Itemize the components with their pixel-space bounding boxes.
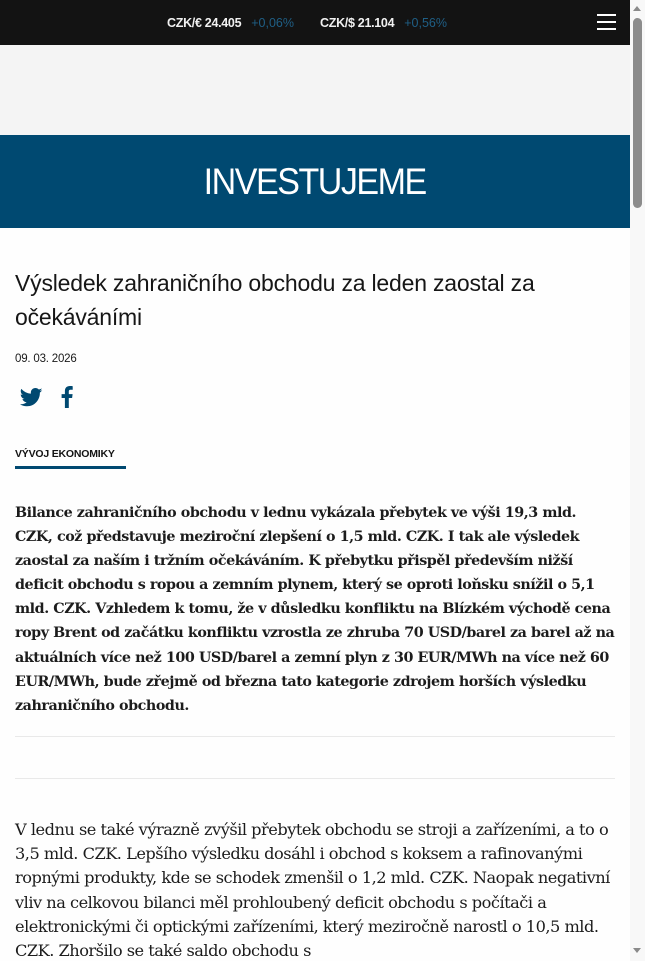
- rate-eur: [167, 16, 294, 30]
- article-body: V lednu se také výrazně zvýšil přebytek obchodu se stroji a zařízeními, a to o 3,5 mld. CZK. Lepšího výsledku dosáhl i obchod s koksem a rafinovanými ropnými produkty, kde se schodek zmenšil o 1,2 mld. CZK. Naopak negativní vliv na celkovou bilanci měl prohloubený deficit obchodu s počítači a elektronickými či optickými zařízeními, který meziročně narostl o 10,5 mld. CZK. Zhoršilo se také saldo obchodu s: [15, 820, 610, 961]
- rate-usd-change: +0,56%: [404, 15, 447, 30]
- top-bar: [0, 0, 630, 45]
- scrollbar-thumb[interactable]: [633, 18, 642, 208]
- article-date: 09. 03. 2026: [15, 353, 77, 365]
- menu-bar-line: [597, 14, 616, 16]
- rate-eur-change: +0,06%: [251, 15, 294, 30]
- article-lead: Bilance zahraničního obchodu v lednu vykázala přebytek ve výši 19,3 mld. CZK, což představuje meziroční zlepšení o 1,5 mld. CZK. I tak ale výsledek zaostal za naším i tržním očekáváním. K přebytku přispěl především nižší deficit obchodu s ropou a zemním plynem, který se oproti loňsku snížil o 5,1 mld. CZK. Vzhledem k tomu, že v důsledku konfliktu na Blízkém východě cena ropy Brent od začátku konfliktu vzrostla ze zhruba 70 USD/barel za barel až na aktuálních více než 100 USD/barel a zemní plyn z 30 EUR/MWh na více než 60 EUR/MWh, bude zřejmě od března tato kategorie zdrojem horších výsledku zahraničního obchodu.: [15, 505, 615, 714]
- rate-usd: [320, 16, 447, 30]
- brand-logo[interactable]: INVESTUJEME: [203, 160, 427, 202]
- divider: [15, 778, 615, 779]
- facebook-icon[interactable]: [61, 386, 73, 412]
- scroll-up-arrow-icon[interactable]: [633, 6, 641, 11]
- vertical-scrollbar[interactable]: [630, 0, 645, 961]
- scroll-down-arrow-icon[interactable]: [633, 948, 641, 953]
- category-underline: [15, 466, 126, 469]
- rate-usd-value: CZK/$ 21.104: [320, 15, 395, 30]
- social-share: [20, 386, 73, 412]
- exchange-rates: [0, 0, 630, 45]
- menu-bar-line: [597, 28, 616, 30]
- menu-bar-line: [597, 21, 616, 23]
- brand-banner[interactable]: [0, 135, 630, 228]
- twitter-icon[interactable]: [20, 388, 43, 411]
- category-tag[interactable]: VÝVOJ EKONOMIKY: [15, 448, 115, 460]
- rate-eur-value: CZK/€ 24.405: [167, 15, 242, 30]
- divider: [15, 736, 615, 737]
- hamburger-menu-icon[interactable]: [597, 13, 617, 31]
- ad-placeholder: [0, 45, 630, 135]
- article-title: Výsledek zahraničního obchodu za leden zaostal za očekáváními: [15, 270, 535, 330]
